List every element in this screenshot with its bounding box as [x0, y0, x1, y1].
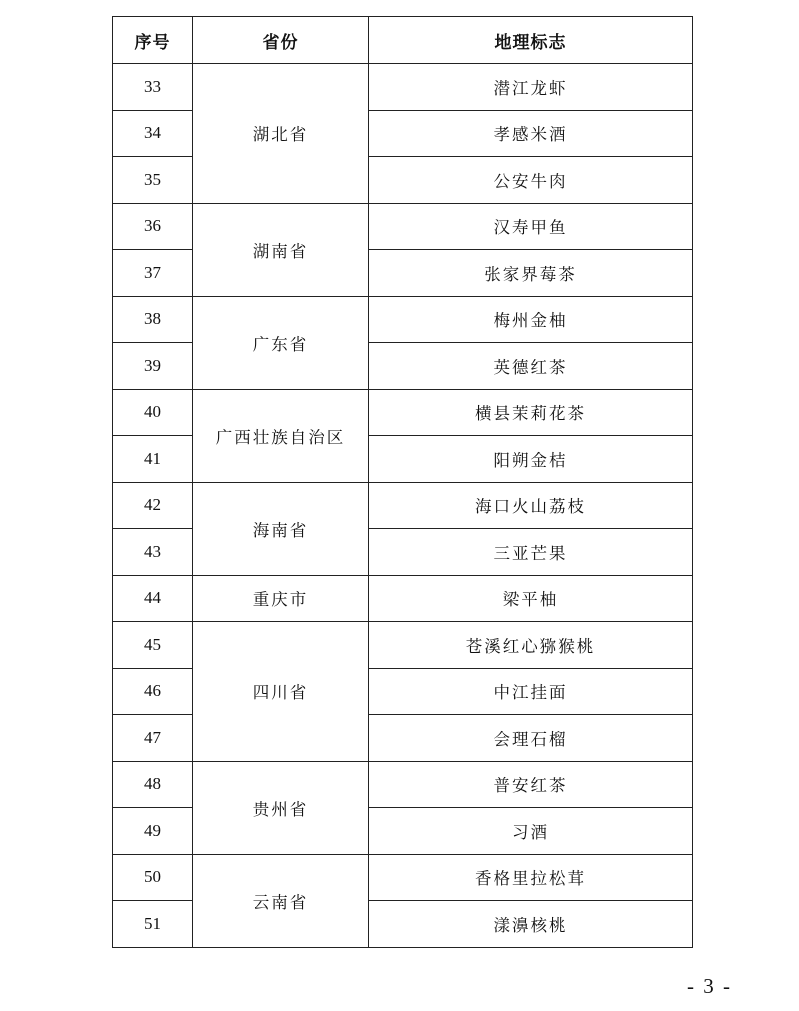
geographic-mark-cell: 三亚芒果: [369, 529, 693, 576]
serial-number-cell: 48: [113, 761, 193, 808]
serial-number-cell: 33: [113, 64, 193, 111]
geographic-mark-cell: 梁平柚: [369, 575, 693, 622]
header-geographic-mark: 地理标志: [369, 17, 693, 64]
geographic-mark-cell: 会理石榴: [369, 715, 693, 762]
province-cell: 广东省: [193, 296, 369, 389]
geographic-mark-cell: 横县茉莉花茶: [369, 389, 693, 436]
geographic-mark-cell: 海口火山荔枝: [369, 482, 693, 529]
serial-number-cell: 40: [113, 389, 193, 436]
geographic-mark-cell: 漾濞核桃: [369, 901, 693, 948]
serial-number-cell: 43: [113, 529, 193, 576]
table-row: [113, 854, 693, 901]
serial-number-cell: 37: [113, 250, 193, 297]
table-row: [113, 575, 693, 622]
header-province: 省份: [193, 17, 369, 64]
geographic-mark-cell: 中江挂面: [369, 668, 693, 715]
serial-number-cell: 38: [113, 296, 193, 343]
geographic-mark-cell: 普安红茶: [369, 761, 693, 808]
table-header-row: [113, 17, 693, 64]
table-row: [113, 296, 693, 343]
geographic-mark-cell: 苍溪红心猕猴桃: [369, 622, 693, 669]
serial-number-cell: 36: [113, 203, 193, 250]
province-cell: 湖南省: [193, 203, 369, 296]
table-row: [113, 761, 693, 808]
geographic-mark-cell: 公安牛肉: [369, 157, 693, 204]
serial-number-cell: 42: [113, 482, 193, 529]
province-cell: 贵州省: [193, 761, 369, 854]
table-row: [113, 622, 693, 669]
geographic-mark-cell: 阳朔金桔: [369, 436, 693, 483]
geographic-mark-cell: 孝感米酒: [369, 110, 693, 157]
serial-number-cell: 35: [113, 157, 193, 204]
province-cell: 广西壮族自治区: [193, 389, 369, 482]
serial-number-cell: 49: [113, 808, 193, 855]
serial-number-cell: 41: [113, 436, 193, 483]
province-cell: 四川省: [193, 622, 369, 762]
serial-number-cell: 44: [113, 575, 193, 622]
table-row: [113, 389, 693, 436]
geographic-mark-cell: 香格里拉松茸: [369, 854, 693, 901]
province-cell: 云南省: [193, 854, 369, 947]
serial-number-cell: 46: [113, 668, 193, 715]
geographic-mark-cell: 潜江龙虾: [369, 64, 693, 111]
header-serial-number: 序号: [113, 17, 193, 64]
geographic-mark-cell: 梅州金柚: [369, 296, 693, 343]
province-cell: 重庆市: [193, 575, 369, 622]
province-cell: 海南省: [193, 482, 369, 575]
page-number: - 3 -: [687, 974, 732, 998]
table-row: [113, 203, 693, 250]
province-cell: 湖北省: [193, 64, 369, 204]
geographic-mark-cell: 英德红茶: [369, 343, 693, 390]
table-row: [113, 482, 693, 529]
serial-number-cell: 34: [113, 110, 193, 157]
serial-number-cell: 47: [113, 715, 193, 762]
geographic-indication-table: [112, 16, 693, 948]
geographic-mark-cell: 习酒: [369, 808, 693, 855]
table-row: [113, 64, 693, 111]
geographic-mark-cell: 汉寿甲鱼: [369, 203, 693, 250]
serial-number-cell: 39: [113, 343, 193, 390]
serial-number-cell: 51: [113, 901, 193, 948]
geographic-mark-cell: 张家界莓茶: [369, 250, 693, 297]
serial-number-cell: 45: [113, 622, 193, 669]
serial-number-cell: 50: [113, 854, 193, 901]
